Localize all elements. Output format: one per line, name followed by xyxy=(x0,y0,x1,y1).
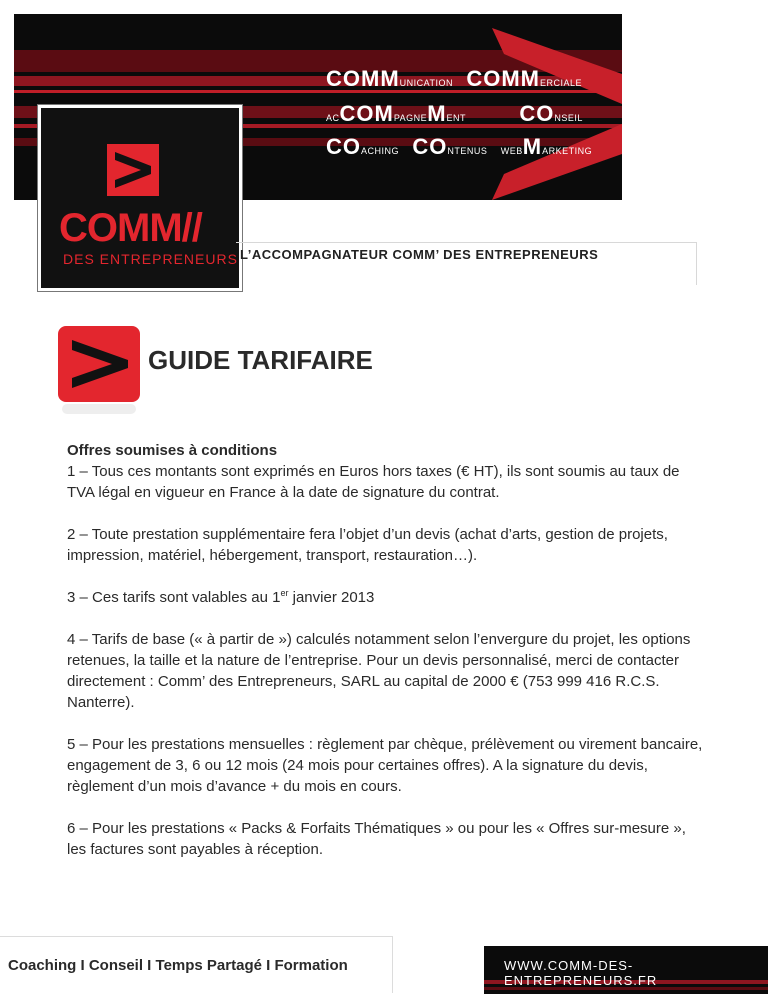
conditions-heading: Offres soumises à conditions xyxy=(67,442,278,459)
company-logo xyxy=(38,105,242,291)
condition-2: 2 – Toute prestation supplémentaire fera l’objet d’un devis (achat d’arts, gestion de projets, impression, matériel, hébergement, transport, restauration…). xyxy=(67,526,668,564)
condition-1: 1 – Tous ces montants sont exprimés en Euros hors taxes (€ HT), ils sont soumis au taux de TVA légal en vigueur en France à la date de signature du contrat. xyxy=(67,463,680,501)
tagline: L’ACCOMPAGNATEUR COMM’ DES ENTREPRENEURS xyxy=(240,247,599,262)
website-link[interactable]: WWW.COMM-DES-ENTREPRENEURS.FR xyxy=(504,958,658,988)
title-chevron-icon xyxy=(58,326,140,416)
footer-services: Coaching I Conseil I Temps Partagé I Formation xyxy=(8,957,348,974)
condition-6: 6 – Pour les prestations « Packs & Forfaits Thématiques » ou pour les « Offres sur-mesure », les factures sont payables à réception. xyxy=(67,820,686,858)
logo-wordmark: COMM// xyxy=(59,206,202,250)
logo-chevron-icon xyxy=(107,144,159,196)
condition-3: 3 – Ces tarifs sont valables au 1er janvier 2013 xyxy=(67,588,375,606)
footer-url-box xyxy=(484,946,768,994)
terms-content xyxy=(67,440,707,881)
banner-row-1: COMMUNICATION COMMERCIALE xyxy=(326,66,583,91)
condition-5: 5 – Pour les prestations mensuelles : règlement par chèque, prélèvement ou virement bancaire, engagement de 3, 6 ou 12 mois (24 mois pour certaines offres). A la signature du devis, règlement d’un mois d’avance + du mois en cours. xyxy=(67,736,703,795)
condition-4: 4 – Tarifs de base (« à partir de ») calculés notamment selon l’envergure du projet, les options retenues, la taille et la nature de l’entreprise. Pour un devis personnalisé, merci de contacter directement : Comm’ des Entrepreneurs, SARL au capital de 2000 € (753 999 416 R.C.S. Nanterre). xyxy=(67,631,691,711)
page-title: GUIDE TARIFAIRE xyxy=(148,345,373,375)
banner-row-2: ACCOMPAGNEMENT CONSEIL xyxy=(326,101,583,126)
logo-subtitle: DES ENTREPRENEURS xyxy=(63,251,238,267)
banner-row-3: COACHING CONTENUS WEBMARKETING xyxy=(326,134,593,159)
